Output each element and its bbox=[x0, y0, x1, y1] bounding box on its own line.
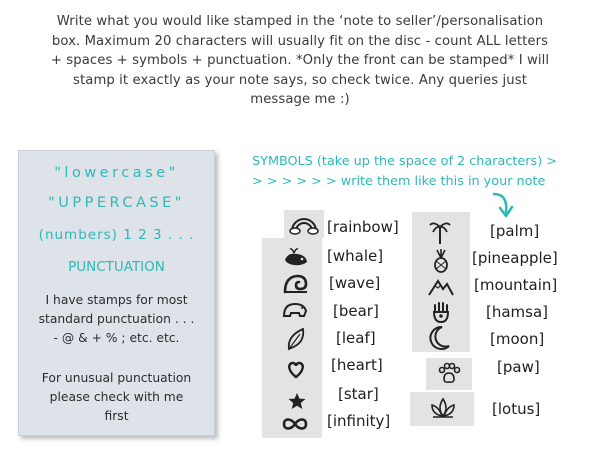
lowercase-label: "lowercase" bbox=[54, 165, 179, 181]
punctuation-note-line: - @ & + % ; etc. etc. bbox=[53, 331, 180, 345]
punctuation-note-line: I have stamps for most bbox=[45, 293, 188, 307]
unusual-note-line: please check with me bbox=[49, 390, 184, 404]
hamsa-icon bbox=[430, 300, 452, 324]
symbol-label-moon: [moon] bbox=[490, 330, 545, 348]
symbol-label-palm: [palm] bbox=[490, 222, 540, 240]
symbol-label-leaf: [leaf] bbox=[336, 329, 376, 347]
symbol-label-pineapple: [pineapple] bbox=[472, 249, 558, 267]
bear-icon bbox=[280, 298, 310, 322]
infinity-icon bbox=[279, 414, 311, 434]
uppercase-label: "UPPERCASE" bbox=[48, 195, 185, 211]
intro-line: stamp it exactly as your note says, so check twice. Any queries just bbox=[73, 72, 527, 88]
paw-icon bbox=[436, 361, 462, 387]
curved-arrow-icon bbox=[490, 190, 520, 220]
punctuation-heading: PUNCTUATION bbox=[68, 259, 165, 275]
symbol-label-bear: [bear] bbox=[333, 302, 379, 320]
symbol-label-rainbow: [rainbow] bbox=[327, 218, 399, 236]
symbol-label-hamsa: [hamsa] bbox=[486, 303, 549, 321]
unusual-note-line: For unusual punctuation bbox=[41, 371, 192, 385]
symbol-label-heart: [heart] bbox=[331, 356, 383, 374]
intro-line: box. Maximum 20 characters will usually fit on the disc - count ALL letters bbox=[51, 33, 549, 49]
intro-line: message me :) bbox=[250, 92, 350, 108]
heart-icon bbox=[285, 360, 307, 380]
symbol-label-whale: [whale] bbox=[327, 247, 384, 265]
symbols-heading-line: SYMBOLS (take up the space of 2 characters) > bbox=[252, 154, 557, 169]
numbers-label: (numbers) 1 2 3 . . . bbox=[38, 227, 195, 243]
lettering-info-card bbox=[18, 150, 215, 436]
symbol-label-star: [star] bbox=[338, 385, 379, 403]
symbols-heading-line: > > > > > > write them like this in your note bbox=[252, 174, 546, 189]
symbol-label-paw: [paw] bbox=[497, 358, 540, 376]
symbol-label-wave: [wave] bbox=[329, 274, 381, 292]
unusual-note-line: first bbox=[104, 409, 129, 423]
wave-icon bbox=[282, 272, 310, 296]
rainbow-icon bbox=[288, 213, 320, 235]
moon-icon bbox=[428, 325, 452, 351]
intro-line: Write what you would like stamped in the ‘note to seller’/personalisation bbox=[56, 14, 544, 29]
symbol-label-infinity: [infinity] bbox=[327, 412, 391, 430]
pineapple-icon bbox=[430, 247, 452, 273]
intro-line: + spaces + symbols + punctuation. *Only the front can be stamped* I will bbox=[50, 53, 550, 69]
punctuation-note-line: standard punctuation . . . bbox=[38, 312, 195, 326]
symbol-label-mountain: [mountain] bbox=[474, 276, 558, 294]
whale-icon bbox=[282, 246, 310, 268]
leaf-icon bbox=[284, 326, 308, 352]
symbols-heading bbox=[252, 152, 557, 192]
intro-text bbox=[28, 12, 572, 110]
star-icon bbox=[287, 391, 307, 411]
mountain-icon bbox=[427, 277, 455, 297]
unusual-punctuation-note bbox=[19, 369, 214, 426]
symbol-label-lotus: [lotus] bbox=[492, 400, 541, 418]
punctuation-note bbox=[19, 291, 214, 348]
lotus-icon bbox=[428, 396, 458, 420]
palm-icon bbox=[428, 218, 452, 246]
